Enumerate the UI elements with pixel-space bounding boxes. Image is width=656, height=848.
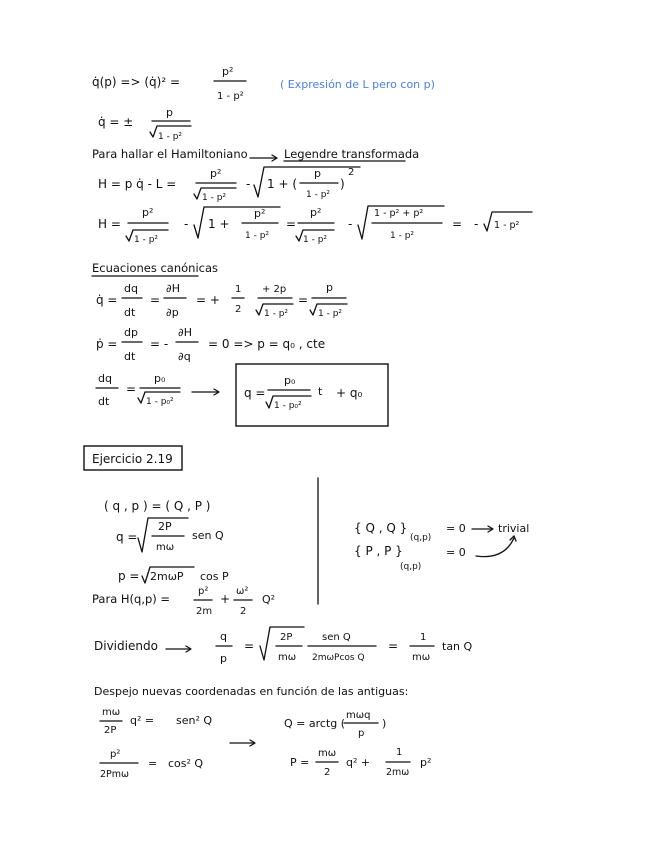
c1-d5: 1 - p²	[318, 309, 343, 319]
pb2-sub: (q,p)	[400, 562, 422, 572]
l5-den2: 1 - p²	[245, 231, 270, 241]
l5-num2: p²	[254, 207, 266, 220]
l2-lhs: q̇ = ±	[98, 115, 134, 129]
pb2: { P , P }	[354, 544, 403, 558]
g2-den1: 2	[324, 767, 331, 778]
c2-n1: dp	[124, 326, 138, 339]
c3-box-lhs: q =	[244, 386, 266, 400]
l5-res-in: 1 - p²	[494, 220, 520, 231]
g2-den2: 2mω	[386, 767, 410, 778]
c2-d2: ∂q	[178, 350, 191, 363]
c1-n1: dq	[124, 282, 138, 295]
c3-box-t: t	[318, 385, 323, 398]
g1-num: mωq	[346, 710, 371, 721]
l4-inner: 1 + (	[267, 177, 297, 191]
c3-box-den: 1 - p₀²	[274, 401, 302, 411]
c1-eq2: = +	[196, 293, 220, 307]
c1-d4: 1 - p²	[264, 309, 289, 319]
l5-res: -	[474, 217, 479, 231]
e4-den1: 2m	[196, 606, 213, 617]
e4-q: Q²	[262, 593, 276, 606]
f2-rhs: cos² Q	[168, 757, 204, 770]
f1-den: 2P	[104, 725, 117, 736]
e3-lhs: p =	[118, 569, 140, 583]
c3-d1: dt	[98, 395, 110, 408]
c3-d2: 1 - p₀²	[146, 397, 174, 407]
c3-n1: dq	[98, 372, 112, 385]
e2-num: 2P	[158, 520, 172, 533]
d-d1: p	[220, 652, 227, 665]
e2-den: mω	[156, 542, 175, 553]
l1-note: ( Expresión de L pero con p)	[280, 78, 435, 91]
l5-den3: 1 - p²	[303, 235, 328, 245]
pb2-eq: = 0	[446, 546, 466, 559]
l1-lhs: q̇(p) => (q̇)² =	[92, 75, 180, 89]
g1-den: p	[358, 728, 365, 739]
l5-num3: p²	[310, 206, 322, 219]
c2-d1: dt	[124, 350, 136, 363]
l5-den4: 1 - p²	[390, 231, 415, 241]
d-eq2: =	[388, 639, 399, 653]
d-eq: =	[244, 639, 255, 653]
c2-n2: ∂H	[178, 326, 192, 339]
l1-num: p²	[222, 65, 234, 78]
g1-close: )	[382, 717, 387, 730]
l5-lhs: H =	[98, 217, 121, 231]
despejo-text: Despejo nuevas coordenadas en función de las antiguas:	[94, 685, 409, 698]
c3-box-plus: + q₀	[336, 386, 363, 400]
f2-den: 2Pmω	[100, 769, 129, 780]
c2-rest: = 0 => p = q₀ , cte	[208, 337, 326, 351]
d-lhs: Dividiendo	[94, 639, 158, 653]
c2-lhs: ṗ =	[96, 337, 118, 351]
c1-d2: ∂p	[166, 306, 179, 319]
c2-eq1: = -	[150, 337, 169, 351]
section-canonical: Ecuaciones canónicas	[92, 261, 219, 275]
l5-minus1: -	[184, 217, 189, 231]
e2-rhs: sen Q	[192, 529, 224, 542]
c3-n2: p₀	[154, 372, 166, 385]
l4-in-den: 1 - p²	[306, 190, 331, 200]
c1-n4: + 2p	[262, 284, 287, 295]
d-n3: sen Q	[322, 632, 351, 643]
l3-target: Legendre transformada	[284, 147, 420, 161]
c3-eq: =	[126, 382, 137, 396]
e4-plus: +	[220, 592, 231, 606]
section-exercise: Ejercicio 2.19	[92, 452, 173, 466]
c1-eq1: =	[150, 293, 161, 307]
l5-eq: =	[286, 217, 297, 231]
l4-close: )	[340, 177, 345, 191]
d-rhs: tan Q	[442, 640, 473, 653]
g2-rhs: p²	[420, 756, 432, 769]
c1-d1: dt	[124, 306, 136, 319]
c1-d3: 2	[235, 304, 242, 315]
pb1: { Q , Q }	[354, 521, 408, 535]
d-n4: 1	[420, 632, 427, 643]
l1-den: 1 - p²	[217, 91, 244, 102]
d-d2: mω	[278, 652, 297, 663]
c1-lhs: q̇ =	[96, 293, 118, 307]
e4-num2: ω²	[236, 586, 249, 597]
l5-num4: 1 - p² + p²	[374, 208, 424, 219]
g2-num2: 1	[396, 747, 403, 758]
l4-den: 1 - p²	[202, 193, 227, 203]
l5-den1: 1 - p²	[134, 235, 159, 245]
l5-minus2: -	[348, 217, 353, 231]
e3-rhs: cos P	[200, 570, 229, 583]
g1-lhs: Q = arctg (	[284, 717, 346, 730]
pb1-eq: = 0	[446, 522, 466, 535]
c1-eq3: =	[298, 293, 309, 307]
d-d3: 2mωPcos Q	[312, 653, 365, 663]
d-n2: 2P	[280, 632, 293, 643]
l4-sq: 2	[348, 167, 355, 178]
f1-num: mω	[102, 707, 121, 718]
e2-lhs: q =	[116, 530, 138, 544]
e4-lhs: Para H(q,p) =	[92, 592, 171, 606]
c1-n2: ∂H	[166, 282, 180, 295]
pb1-note: trivial	[498, 522, 530, 535]
l4-num: p²	[210, 167, 222, 180]
c1-n5: p	[326, 281, 333, 294]
l4-lhs: H = p q̇ - L =	[98, 177, 177, 191]
pb1-sub: (q,p)	[410, 533, 432, 543]
f1-mid: q² =	[130, 714, 155, 727]
f1-rhs: sen² Q	[176, 714, 213, 727]
l4-minus: -	[246, 177, 251, 191]
e4-den2: 2	[240, 606, 247, 617]
l3-text: Para hallar el Hamiltoniano	[92, 147, 248, 161]
l2-num: p	[166, 106, 173, 119]
e4-num1: p²	[198, 586, 209, 597]
d-d4: mω	[412, 652, 431, 663]
l5-inner: 1 +	[208, 217, 230, 231]
f2-mid: =	[148, 757, 158, 770]
l5-eq2: =	[452, 217, 463, 231]
c1-n3: 1	[235, 284, 242, 295]
g2-lhs: P =	[290, 756, 310, 769]
l4-in-num: p	[314, 167, 321, 180]
e1: ( q , p ) = ( Q , P )	[104, 499, 211, 513]
e3-in: 2mωP	[150, 570, 184, 583]
f2-num: p²	[110, 749, 121, 760]
l5-num1: p²	[142, 206, 154, 219]
l2-den: 1 - p²	[158, 132, 183, 142]
g2-mid: q² +	[346, 756, 371, 769]
d-n1: q	[220, 630, 227, 643]
g2-num1: mω	[318, 748, 337, 759]
c3-box-num: p₀	[284, 374, 296, 387]
